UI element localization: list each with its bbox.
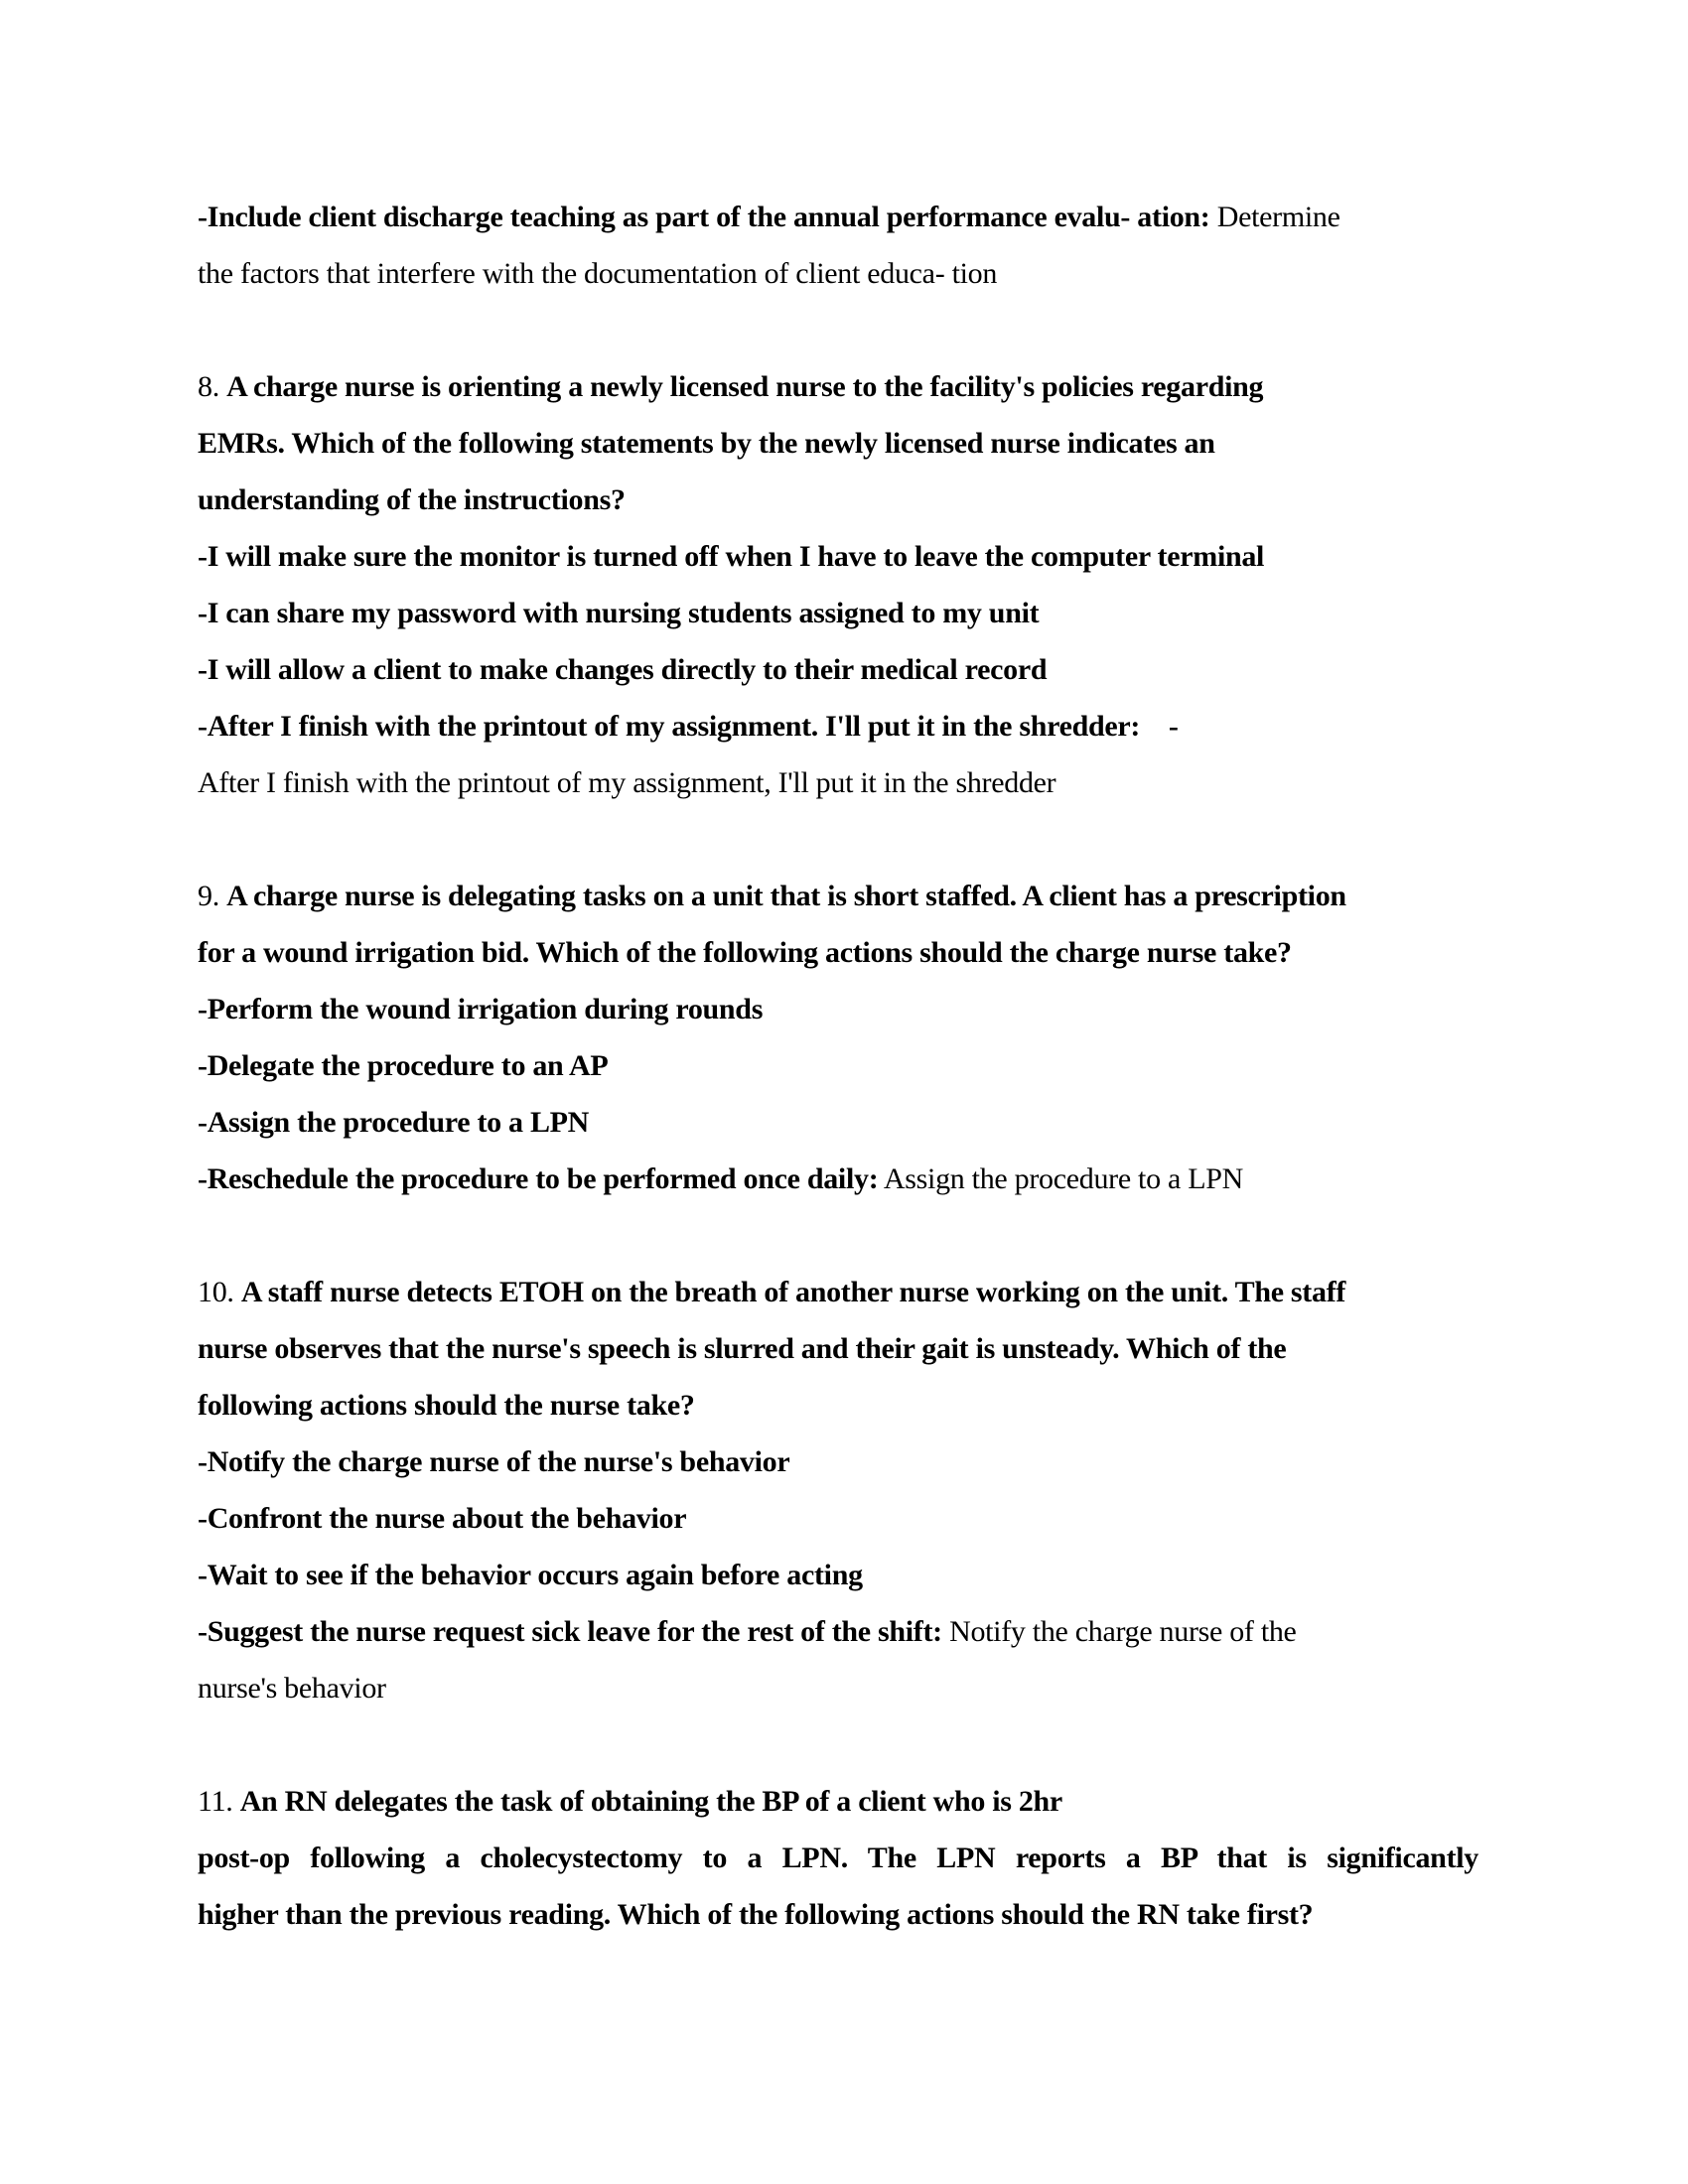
regular-text: 10.	[198, 1276, 241, 1308]
text-line	[198, 1151, 1478, 1207]
text-line	[198, 641, 1478, 698]
text-line	[198, 1830, 1478, 1886]
text-line	[198, 1433, 1478, 1490]
bold-text: -I will make sure the monitor is turned off when I have to leave the computer terminal	[198, 540, 1265, 573]
text-line	[198, 1660, 1478, 1716]
bold-text: -Suggest the nurse request sick leave for the rest of the shift:	[198, 1615, 942, 1648]
text-line	[198, 1773, 1478, 1830]
regular-text: Determine	[1209, 201, 1340, 233]
regular-text: 11.	[198, 1785, 240, 1818]
bold-text: -Confront the nurse about the behavior	[198, 1502, 687, 1535]
bold-text: -After I finish with the printout of my assignment. I'll put it in the shredder: -	[198, 710, 1179, 743]
regular-text: nurse's behavior	[198, 1672, 386, 1705]
text-line	[198, 698, 1478, 754]
text-line	[198, 415, 1478, 472]
bold-text: -Include client discharge teaching as part of the annual performance evalu- ation:	[198, 201, 1210, 233]
bold-text: A charge nurse is orienting a newly licensed nurse to the facility's policies regarding	[226, 370, 1264, 403]
text-line	[198, 1377, 1478, 1433]
bold-text: understanding of the instructions?	[198, 483, 626, 516]
text-line	[198, 1264, 1478, 1320]
text-line	[198, 1547, 1478, 1603]
regular-text: Notify the charge nurse of the	[941, 1615, 1297, 1648]
question-block	[198, 868, 1478, 1207]
bold-text: -Perform the wound irrigation during rounds	[198, 993, 764, 1025]
bold-text: -I will allow a client to make changes directly to their medical record	[198, 653, 1048, 686]
text-line	[198, 754, 1478, 811]
text-line	[198, 245, 1478, 302]
bold-text: -Wait to see if the behavior occurs again before acting	[198, 1559, 863, 1591]
bold-text: following actions should the nurse take?	[198, 1389, 695, 1422]
text-line	[198, 868, 1478, 924]
bold-text: EMRs. Which of the following statements by the newly licensed nurse indicates an	[198, 427, 1215, 460]
bold-text: for a wound irrigation bid. Which of the following actions should the charge nurse take?	[198, 936, 1292, 969]
regular-text: After I finish with the printout of my assignment, I'll put it in the shredder	[198, 766, 1056, 799]
text-line	[198, 924, 1478, 981]
document-page	[198, 189, 1478, 1999]
text-line	[198, 1603, 1478, 1660]
bold-text: -Reschedule the procedure to be performed once daily:	[198, 1162, 879, 1195]
bold-text: -Notify the charge nurse of the nurse's behavior	[198, 1445, 790, 1478]
bold-text: -Assign the procedure to a LPN	[198, 1106, 590, 1139]
text-line	[198, 1320, 1478, 1377]
text-line	[198, 358, 1478, 415]
text-line	[198, 585, 1478, 641]
bold-text: post-op following a cholecystectomy to a LPN. The LPN reports a BP that is significantly	[198, 1842, 1478, 1874]
bold-text: A staff nurse detects ETOH on the breath of another nurse working on the unit. The staff	[240, 1276, 1346, 1308]
text-line	[198, 1886, 1478, 1943]
text-line	[198, 528, 1478, 585]
bold-text: -I can share my password with nursing students assigned to my unit	[198, 597, 1040, 629]
text-line	[198, 1094, 1478, 1151]
question-block	[198, 358, 1478, 811]
regular-text: Assign the procedure to a LPN	[878, 1162, 1243, 1195]
answer-continuation	[198, 189, 1478, 302]
regular-text: 9.	[198, 880, 227, 912]
text-line	[198, 472, 1478, 528]
text-line	[198, 1037, 1478, 1094]
text-line	[198, 1490, 1478, 1547]
question-block	[198, 1264, 1478, 1716]
text-line	[198, 981, 1478, 1037]
bold-text: nurse observes that the nurse's speech is slurred and their gait is unsteady. Which of the	[198, 1332, 1287, 1365]
bold-text: higher than the previous reading. Which of the following actions should the RN take first?	[198, 1898, 1314, 1931]
bold-text: A charge nurse is delegating tasks on a unit that is short staffed. A client has a prescription	[226, 880, 1346, 912]
bold-text: -Delegate the procedure to an AP	[198, 1049, 609, 1082]
regular-text: 8.	[198, 370, 227, 403]
question-block	[198, 1773, 1478, 1943]
bold-text: An RN delegates the task of obtaining the BP of a client who is 2hr	[239, 1785, 1062, 1818]
regular-text: the factors that interfere with the documentation of client educa- tion	[198, 257, 998, 290]
text-line	[198, 189, 1478, 245]
